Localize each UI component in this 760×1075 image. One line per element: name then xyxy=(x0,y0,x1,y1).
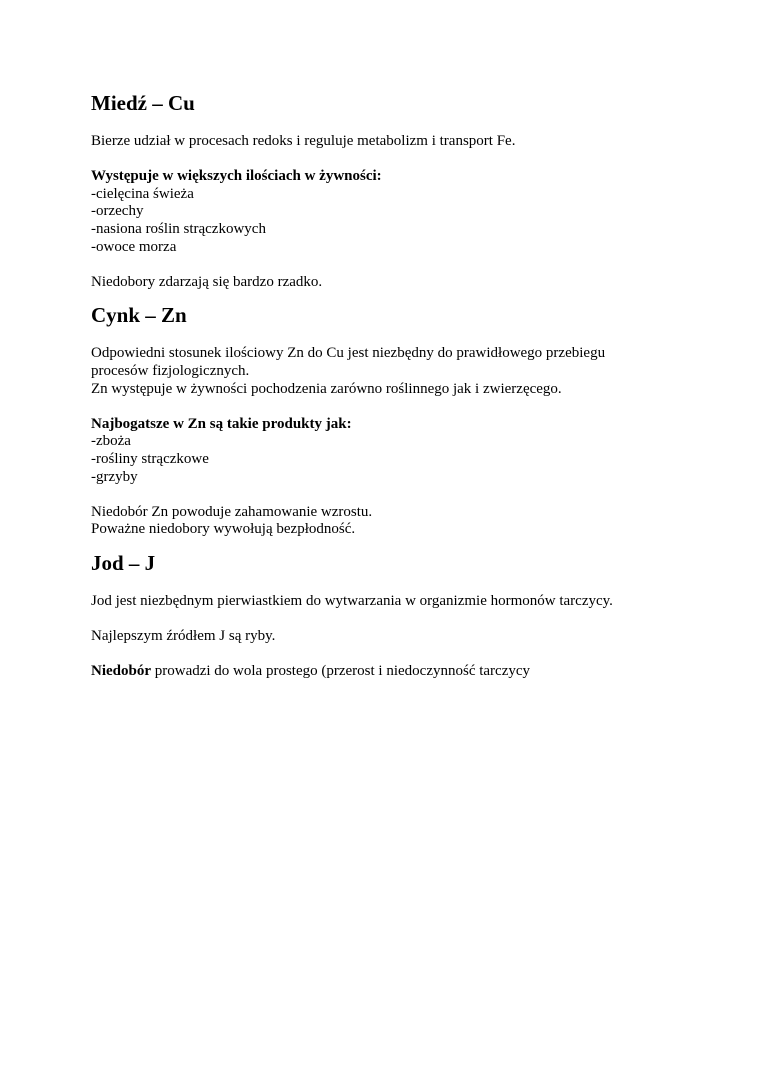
zn-intro-line: Zn występuje w żywności pochodzenia zarówno roślinnego jak i zwierzęcego. xyxy=(91,380,562,397)
cu-source-item: -owoce morza xyxy=(91,238,177,255)
cu-source-item: -nasiona roślin strączkowych xyxy=(91,220,266,237)
zn-source-item: -zboża xyxy=(91,433,131,450)
zn-deficiency-line: Poważne niedobory wywołują bezpłodność. xyxy=(91,521,356,538)
j-deficiency-text: prowadzi do wola prostego (przerost i niedoczynność tarczycy xyxy=(151,663,531,680)
zn-intro-line: procesów fizjologicznych. xyxy=(91,362,250,379)
zn-source-item: -grzyby xyxy=(91,468,138,485)
cu-sources-heading: Występuje w większych ilościach w żywności: xyxy=(91,168,382,185)
section-title-j: Jod – J xyxy=(91,550,156,575)
j-source: Najlepszym źródłem J są ryby. xyxy=(91,628,276,645)
section-title-cu: Miedź – Cu xyxy=(91,91,195,115)
j-deficiency-label: Niedobór xyxy=(91,663,151,680)
cu-source-item: -cielęcina świeża xyxy=(91,185,194,202)
j-deficiency xyxy=(91,663,691,681)
zn-intro-line: Odpowiedni stosunek ilościowy Zn do Cu jest niezbędny do prawidłowego przebiegu xyxy=(91,345,606,362)
zn-source-item: -rośliny strączkowe xyxy=(91,450,209,467)
cu-note: Niedobory zdarzają się bardzo rzadko. xyxy=(91,273,323,290)
document-page xyxy=(91,90,691,681)
cu-intro: Bierze udział w procesach redoks i reguluje metabolizm i transport Fe. xyxy=(91,133,516,149)
zn-sources-heading: Najbogatsze w Zn są takie produkty jak: xyxy=(91,415,352,432)
j-intro: Jod jest niezbędnym pierwiastkiem do wytwarzania w organizmie hormonów tarczycy. xyxy=(91,592,613,609)
zn-deficiency-line: Niedobór Zn powoduje zahamowanie wzrostu. xyxy=(91,503,373,520)
cu-source-item: -orzechy xyxy=(91,203,144,220)
section-title-zn: Cynk – Zn xyxy=(91,303,187,328)
